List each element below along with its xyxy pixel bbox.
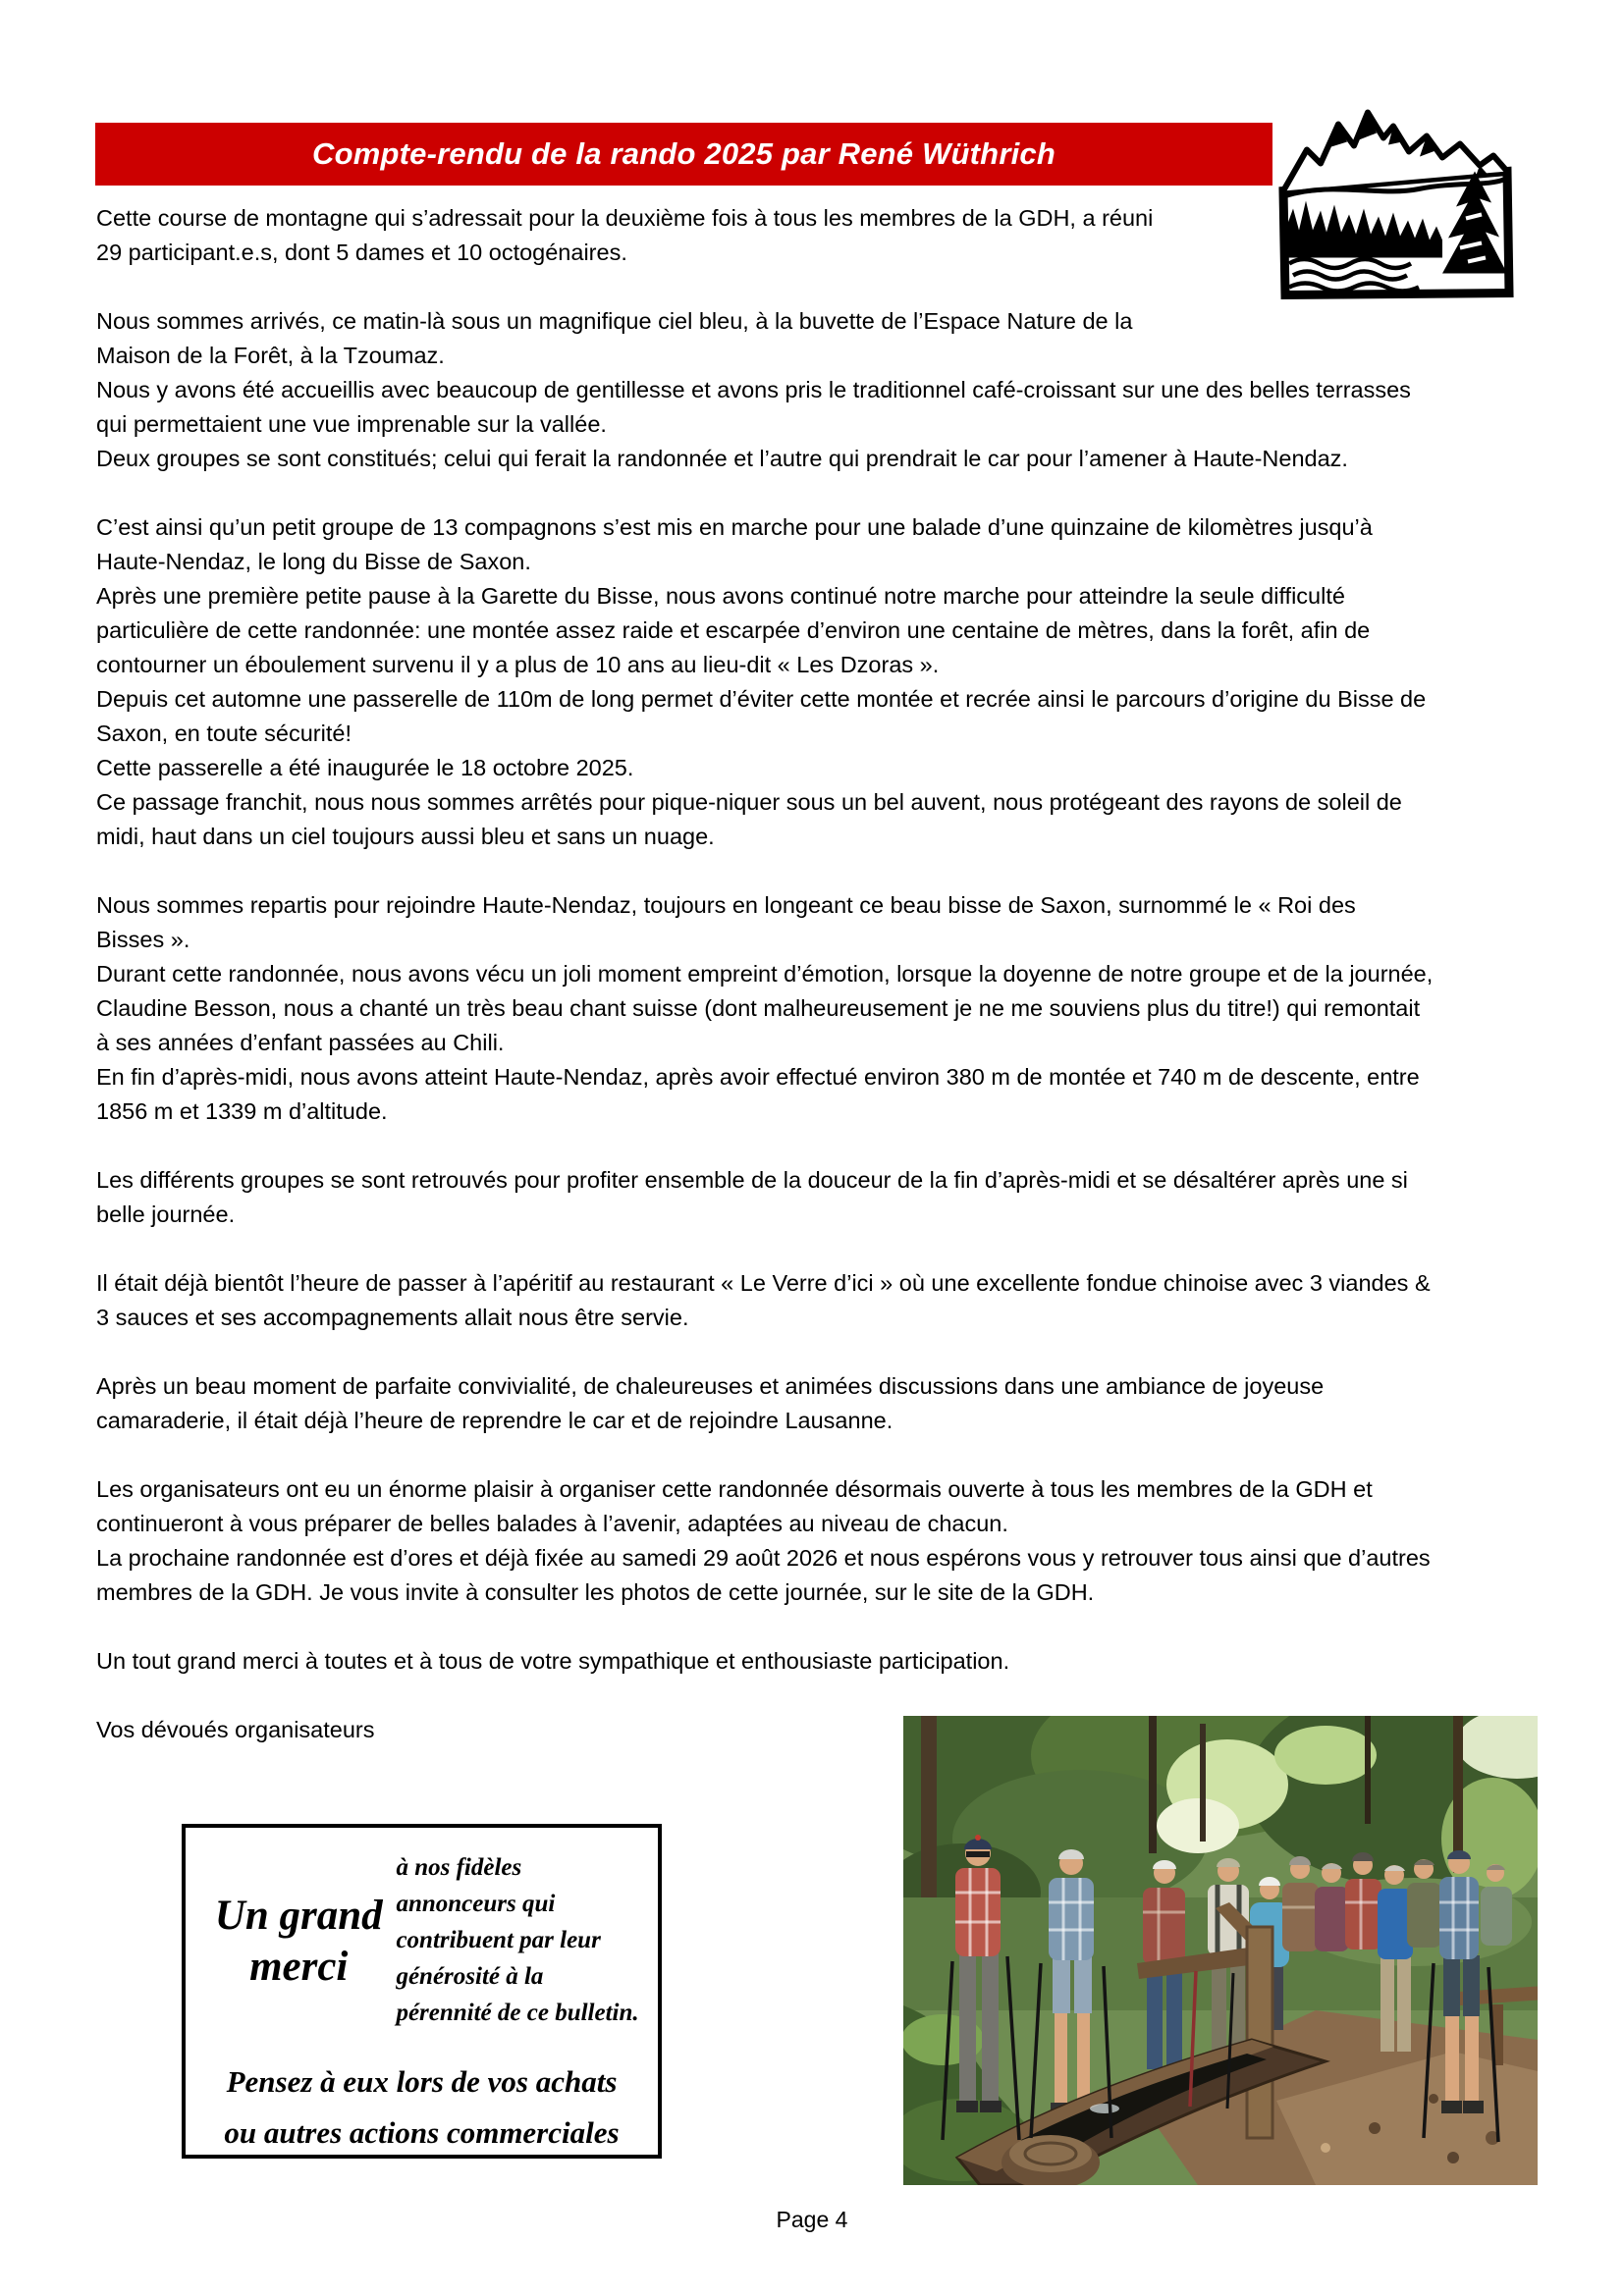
- text-line: Nous sommes arrivés, ce matin-là sous un magnifique ciel bleu, à la buvette de l’Espace Nature de la: [96, 308, 1133, 334]
- thanks-box-footer-line2: ou autres actions commerciales: [224, 2115, 620, 2150]
- text-line: Durant cette randonnée, nous avons vécu un joli moment empreint d’émotion, lorsque la doyenne de notre groupe et de la journée,: [96, 961, 1434, 987]
- text-line: 29 participant.e.s, dont 5 dames et 10 octogénaires.: [96, 240, 627, 265]
- text-line: Vos dévoués organisateurs: [96, 1717, 375, 1742]
- hiking-group-photo: [903, 1716, 1538, 2185]
- text-line: continueront à vous préparer de belles balades à l’avenir, adaptées au niveau de chacun.: [96, 1511, 1008, 1536]
- paragraph: [96, 1163, 1540, 1232]
- paragraph: [96, 1369, 1540, 1438]
- text-line: Cette course de montagne qui s’adressait pour la deuxième fois à tous les membres de la GDH, a réuni: [96, 205, 1154, 231]
- text-line: à ses années d’enfant passées au Chili.: [96, 1030, 505, 1055]
- text-line: Il était déjà bientôt l’heure de passer à l’apéritif au restaurant « Le Verre d’ici » où une excellente fondue chinoise avec 3 viandes &: [96, 1270, 1431, 1296]
- text-line: contourner un éboulement survenu il y a plus de 10 ans au lieu-dit « Les Dzoras ».: [96, 652, 940, 677]
- text-line: qui permettaient une vue imprenable sur la vallée.: [96, 411, 607, 437]
- text-line: particulière de cette randonnée: une montée assez raide et escarpée d’environ une centaine de mètres, dans la forêt, afin de: [96, 617, 1371, 643]
- text-line: Nous sommes repartis pour rejoindre Haute-Nendaz, toujours en longeant ce beau bisse de Saxon, surnommé le « Roi des: [96, 892, 1356, 918]
- text-line: 1856 m et 1339 m d’altitude.: [96, 1098, 388, 1124]
- paragraph: [96, 510, 1540, 854]
- page-title: Compte-rendu de la rando 2025 par René Wüthrich: [312, 136, 1056, 171]
- text-line: belle journée.: [96, 1201, 236, 1227]
- paragraph: [96, 888, 1540, 1129]
- paragraph: [96, 201, 1540, 270]
- text-line: Ce passage franchit, nous nous sommes arrêtés pour pique-niquer sous un bel auvent, nous protégeant des rayons de soleil de: [96, 789, 1402, 815]
- thanks-box-title: Un grand merci: [214, 1893, 383, 1990]
- text-line: Après une première petite pause à la Garette du Bisse, nous avons continué notre marche pour atteindre la seule difficulté: [96, 583, 1345, 609]
- text-line: Saxon, en toute sécurité!: [96, 721, 352, 746]
- paragraph: [96, 1266, 1540, 1335]
- text-line: midi, haut dans un ciel toujours aussi bleu et sans un nuage.: [96, 824, 715, 849]
- text-line: membres de la GDH. Je vous invite à consulter les photos de cette journée, sur le site de la GDH.: [96, 1579, 1095, 1605]
- paragraph: [96, 1644, 1540, 1679]
- article-body: [96, 201, 1540, 1782]
- title-banner: [95, 123, 1272, 186]
- text-line: Claudine Besson, nous a chanté un très beau chant suisse (dont malheureusement je ne me souviens plus du titre!) qui remontait: [96, 995, 1421, 1021]
- text-line: Les différents groupes se sont retrouvés pour profiter ensemble de la douceur de la fin d’après-midi et se désaltérer après une si: [96, 1167, 1408, 1193]
- text-line: Nous y avons été accueillis avec beaucoup de gentillesse et avons pris le traditionnel café-croissant sur une des belles terrasses: [96, 377, 1411, 402]
- thanks-box-footer: [186, 2056, 658, 2159]
- text-line: Cette passerelle a été inaugurée le 18 octobre 2025.: [96, 755, 634, 780]
- text-line: Un tout grand merci à toutes et à tous de votre sympathique et enthousiaste participation.: [96, 1648, 1010, 1674]
- text-line: La prochaine randonnée est d’ores et déjà fixée au samedi 29 août 2026 et nous espérons vous y retrouver tous ainsi que d’autres: [96, 1545, 1431, 1571]
- text-line: C’est ainsi qu’un petit groupe de 13 compagnons s’est mis en marche pour une balade d’une quinzaine de kilomètres jusqu’à: [96, 514, 1373, 540]
- page-number: Page 4: [776, 2207, 848, 2232]
- paragraph: [96, 1472, 1540, 1610]
- text-line: Bisses ».: [96, 927, 190, 952]
- text-line: camaraderie, il était déjà l’heure de reprendre le car et de rejoindre Lausanne.: [96, 1408, 893, 1433]
- text-line: Depuis cet automne une passerelle de 110m de long permet d’éviter cette montée et recrée ainsi le parcours d’origine du Bisse de: [96, 686, 1427, 712]
- text-line: Maison de la Forêt, à la Tzoumaz.: [96, 343, 445, 368]
- text-line: 3 sauces et ses accompagnements allait nous être servie.: [96, 1305, 689, 1330]
- text-line: En fin d’après-midi, nous avons atteint Haute-Nendaz, après avoir effectué environ 380 m de montée et 740 m de descente, entre: [96, 1064, 1420, 1090]
- text-line: Deux groupes se sont constitués; celui qui ferait la randonnée et l’autre qui prendrait le car pour l’amener à Haute-Nendaz.: [96, 446, 1348, 471]
- text-line: Après un beau moment de parfaite convivialité, de chaleureuses et animées discussions dans une ambiance de joyeuse: [96, 1373, 1325, 1399]
- thanks-box-top: [186, 1828, 658, 2031]
- text-line: Haute-Nendaz, le long du Bisse de Saxon.: [96, 549, 531, 574]
- thanks-box-footer-line1: Pensez à eux lors de vos achats: [226, 2064, 618, 2099]
- thanks-box-subtitle: à nos fidèles annonceurs qui contribuent par leur générosité à la pérennité de ce bulletin.: [396, 1854, 639, 2026]
- paragraph: [96, 304, 1540, 476]
- text-line: Les organisateurs ont eu un énorme plaisir à organiser cette randonnée désormais ouverte à tous les membres de la GDH et: [96, 1476, 1373, 1502]
- sponsors-thanks-box: [182, 1824, 662, 2159]
